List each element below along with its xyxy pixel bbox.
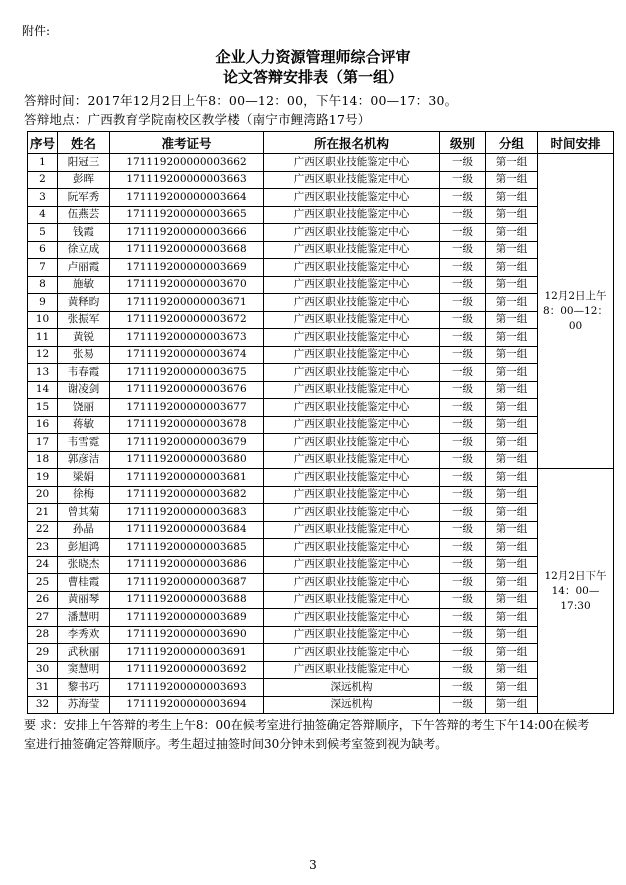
cell-name: 彭晖 [58,171,110,189]
cell-ticket: 171119200000003689 [110,609,264,627]
cell-institution: 广西区职业技能鉴定中心 [264,644,440,662]
cell-group: 第一组 [486,416,538,434]
document-title: 企业人力资源管理师综合评审 [215,48,411,66]
cell-name: 窦慧明 [58,661,110,679]
cell-level: 一级 [440,574,486,592]
schedule-time: 14：00—17:30 [551,584,600,612]
cell-group: 第一组 [486,399,538,417]
cell-group: 第一组 [486,556,538,574]
cell-name: 韦春霞 [58,364,110,382]
cell-group: 第一组 [486,661,538,679]
table-row [28,696,614,714]
cell-index: 8 [28,276,58,294]
cell-index: 7 [28,259,58,277]
cell-institution: 广西区职业技能鉴定中心 [264,556,440,574]
cell-level: 一级 [440,346,486,364]
cell-ticket: 171119200000003664 [110,189,264,207]
cell-level: 一级 [440,644,486,662]
cell-group: 第一组 [486,679,538,697]
table-row [28,311,614,329]
cell-ticket: 171119200000003688 [110,591,264,609]
cell-name: 饶丽 [58,399,110,417]
cell-institution: 广西区职业技能鉴定中心 [264,539,440,557]
cell-ticket: 171119200000003687 [110,574,264,592]
cell-ticket: 171119200000003685 [110,539,264,557]
cell-institution: 广西区职业技能鉴定中心 [264,241,440,259]
table-row [28,189,614,207]
table-row [28,679,614,697]
cell-institution: 广西区职业技能鉴定中心 [264,189,440,207]
note-line-1: 要 求：安排上午答辩的考生上午8：00在候考室进行抽签确定答辩顺序，下午答辩的考生下午14:00在候考 [24,718,590,732]
cell-institution: 广西区职业技能鉴定中心 [264,434,440,452]
cell-index: 30 [28,661,58,679]
cell-name: 孙晶 [58,521,110,539]
cell-ticket: 171119200000003677 [110,399,264,417]
cell-name: 黎书巧 [58,679,110,697]
cell-level: 一级 [440,259,486,277]
cell-level: 一级 [440,381,486,399]
cell-ticket: 171119200000003675 [110,364,264,382]
cell-institution: 广西区职业技能鉴定中心 [264,329,440,347]
cell-ticket: 171119200000003669 [110,259,264,277]
cell-group: 第一组 [486,259,538,277]
cell-group: 第一组 [486,696,538,714]
cell-name: 李秀欢 [58,626,110,644]
header-name: 姓名 [58,132,110,154]
cell-name: 潘慧明 [58,609,110,627]
cell-institution: 广西区职业技能鉴定中心 [264,154,440,172]
cell-group: 第一组 [486,189,538,207]
cell-index: 20 [28,486,58,504]
table-header-row [28,132,614,154]
cell-institution: 深远机构 [264,679,440,697]
cell-institution: 广西区职业技能鉴定中心 [264,294,440,312]
cell-level: 一级 [440,171,486,189]
cell-index: 19 [28,469,58,487]
cell-level: 一级 [440,696,486,714]
cell-institution: 广西区职业技能鉴定中心 [264,399,440,417]
cell-ticket: 171119200000003694 [110,696,264,714]
cell-institution: 广西区职业技能鉴定中心 [264,626,440,644]
cell-institution: 广西区职业技能鉴定中心 [264,661,440,679]
cell-ticket: 171119200000003680 [110,451,264,469]
cell-institution: 广西区职业技能鉴定中心 [264,609,440,627]
cell-level: 一级 [440,241,486,259]
cell-index: 21 [28,504,58,522]
table-row [28,644,614,662]
cell-name: 谢凌剑 [58,381,110,399]
cell-institution: 深远机构 [264,696,440,714]
cell-institution: 广西区职业技能鉴定中心 [264,469,440,487]
cell-name: 张易 [58,346,110,364]
table-row [28,294,614,312]
cell-institution: 广西区职业技能鉴定中心 [264,451,440,469]
cell-name: 黄释昀 [58,294,110,312]
cell-index: 11 [28,329,58,347]
table-row [28,591,614,609]
cell-name: 张晓杰 [58,556,110,574]
cell-institution: 广西区职业技能鉴定中心 [264,486,440,504]
cell-index: 1 [28,154,58,172]
cell-name: 施敏 [58,276,110,294]
table-row [28,434,614,452]
cell-institution: 广西区职业技能鉴定中心 [264,224,440,242]
cell-ticket: 171119200000003665 [110,206,264,224]
table-row [28,241,614,259]
cell-institution: 广西区职业技能鉴定中心 [264,171,440,189]
cell-index: 26 [28,591,58,609]
cell-level: 一级 [440,311,486,329]
header-schedule: 时间安排 [538,132,614,154]
table-row [28,171,614,189]
cell-group: 第一组 [486,451,538,469]
cell-group: 第一组 [486,504,538,522]
cell-level: 一级 [440,661,486,679]
cell-ticket: 171119200000003674 [110,346,264,364]
cell-institution: 广西区职业技能鉴定中心 [264,574,440,592]
cell-group: 第一组 [486,591,538,609]
cell-ticket: 171119200000003683 [110,504,264,522]
cell-ticket: 171119200000003676 [110,381,264,399]
cell-ticket: 171119200000003662 [110,154,264,172]
cell-index: 10 [28,311,58,329]
cell-institution: 广西区职业技能鉴定中心 [264,276,440,294]
cell-institution: 广西区职业技能鉴定中心 [264,364,440,382]
cell-level: 一级 [440,469,486,487]
cell-name: 苏海莹 [58,696,110,714]
cell-institution: 广西区职业技能鉴定中心 [264,346,440,364]
cell-group: 第一组 [486,241,538,259]
cell-ticket: 171119200000003668 [110,241,264,259]
cell-level: 一级 [440,206,486,224]
table-row [28,486,614,504]
cell-name: 徐立成 [58,241,110,259]
cell-index: 3 [28,189,58,207]
cell-ticket: 171119200000003679 [110,434,264,452]
cell-index: 12 [28,346,58,364]
table-row [28,451,614,469]
cell-institution: 广西区职业技能鉴定中心 [264,416,440,434]
table-row [28,206,614,224]
header-ticket: 准考证号 [110,132,264,154]
cell-group: 第一组 [486,224,538,242]
cell-group: 第一组 [486,644,538,662]
table-row [28,259,614,277]
cell-group: 第一组 [486,206,538,224]
cell-index: 14 [28,381,58,399]
cell-ticket: 171119200000003670 [110,276,264,294]
cell-group: 第一组 [486,521,538,539]
header-institution: 所在报名机构 [264,132,440,154]
cell-level: 一级 [440,416,486,434]
cell-level: 一级 [440,399,486,417]
cell-level: 一级 [440,294,486,312]
schedule-table [27,131,614,714]
cell-ticket: 171119200000003672 [110,311,264,329]
cell-institution: 广西区职业技能鉴定中心 [264,311,440,329]
cell-ticket: 171119200000003663 [110,171,264,189]
cell-index: 31 [28,679,58,697]
cell-name: 黄锐 [58,329,110,347]
cell-name: 阮军秀 [58,189,110,207]
cell-institution: 广西区职业技能鉴定中心 [264,504,440,522]
note-line-2: 室进行抽签确定答辩顺序。考生超过抽签时间30分钟未到候考室签到视为缺考。 [24,737,448,751]
table-row [28,556,614,574]
cell-level: 一级 [440,679,486,697]
cell-group: 第一组 [486,539,538,557]
cell-level: 一级 [440,276,486,294]
cell-level: 一级 [440,154,486,172]
cell-level: 一级 [440,434,486,452]
table-row [28,399,614,417]
cell-name: 黄丽琴 [58,591,110,609]
cell-name: 阳冠三 [58,154,110,172]
cell-ticket: 171119200000003684 [110,521,264,539]
cell-level: 一级 [440,486,486,504]
schedule-date: 12月2日下午 [544,569,607,582]
defense-place: 答辩地点：广西教育学院南校区教学楼（南宁市鲤湾路17号） [24,112,371,127]
cell-level: 一级 [440,224,486,242]
table-row [28,609,614,627]
table-row [28,381,614,399]
cell-group: 第一组 [486,609,538,627]
cell-index: 15 [28,399,58,417]
attachment-label: 附件: [22,24,51,38]
cell-ticket: 171119200000003682 [110,486,264,504]
table-row [28,346,614,364]
cell-group: 第一组 [486,346,538,364]
cell-ticket: 171119200000003691 [110,644,264,662]
cell-name: 韦雪霓 [58,434,110,452]
cell-ticket: 171119200000003678 [110,416,264,434]
cell-ticket: 171119200000003686 [110,556,264,574]
cell-index: 27 [28,609,58,627]
cell-name: 梁娟 [58,469,110,487]
cell-institution: 广西区职业技能鉴定中心 [264,206,440,224]
cell-ticket: 171119200000003690 [110,626,264,644]
cell-group: 第一组 [486,171,538,189]
cell-level: 一级 [440,521,486,539]
cell-group: 第一组 [486,469,538,487]
cell-level: 一级 [440,591,486,609]
table-row [28,574,614,592]
cell-index: 25 [28,574,58,592]
cell-institution: 广西区职业技能鉴定中心 [264,259,440,277]
cell-group: 第一组 [486,626,538,644]
cell-institution: 广西区职业技能鉴定中心 [264,521,440,539]
cell-index: 5 [28,224,58,242]
cell-ticket: 171119200000003673 [110,329,264,347]
cell-index: 32 [28,696,58,714]
cell-ticket: 171119200000003666 [110,224,264,242]
cell-index: 29 [28,644,58,662]
table-row [28,276,614,294]
cell-index: 17 [28,434,58,452]
table-row [28,416,614,434]
cell-ticket: 171119200000003671 [110,294,264,312]
cell-index: 4 [28,206,58,224]
cell-name: 伍燕芸 [58,206,110,224]
cell-group: 第一组 [486,486,538,504]
cell-level: 一级 [440,504,486,522]
cell-group: 第一组 [486,364,538,382]
defense-time: 答辩时间：2017年12月2日上午8：00—12：00，下午14：00—17：30。 [24,93,458,108]
cell-name: 蒋敏 [58,416,110,434]
schedule-cell [538,154,614,469]
cell-level: 一级 [440,609,486,627]
table-row [28,154,614,172]
table-row [28,661,614,679]
cell-name: 彭旭鸿 [58,539,110,557]
cell-level: 一级 [440,556,486,574]
cell-group: 第一组 [486,154,538,172]
cell-name: 郭彦洁 [58,451,110,469]
table-row [28,329,614,347]
header-group: 分组 [486,132,538,154]
requirements-note [24,716,614,754]
table-row [28,364,614,382]
cell-ticket: 171119200000003681 [110,469,264,487]
cell-institution: 广西区职业技能鉴定中心 [264,381,440,399]
cell-group: 第一组 [486,574,538,592]
table-row [28,521,614,539]
cell-level: 一级 [440,451,486,469]
cell-group: 第一组 [486,276,538,294]
cell-index: 16 [28,416,58,434]
cell-index: 23 [28,539,58,557]
table-row [28,469,614,487]
cell-name: 武秋丽 [58,644,110,662]
header-index: 序号 [28,132,58,154]
cell-index: 18 [28,451,58,469]
cell-index: 6 [28,241,58,259]
cell-group: 第一组 [486,434,538,452]
cell-group: 第一组 [486,381,538,399]
cell-ticket: 171119200000003693 [110,679,264,697]
schedule-time: 8：00—12：00 [543,304,608,332]
cell-index: 13 [28,364,58,382]
cell-level: 一级 [440,329,486,347]
cell-name: 曹桂霞 [58,574,110,592]
cell-level: 一级 [440,364,486,382]
cell-group: 第一组 [486,294,538,312]
cell-level: 一级 [440,539,486,557]
cell-institution: 广西区职业技能鉴定中心 [264,591,440,609]
table-row [28,539,614,557]
cell-index: 9 [28,294,58,312]
cell-index: 24 [28,556,58,574]
table-row [28,224,614,242]
cell-level: 一级 [440,626,486,644]
header-level: 级别 [440,132,486,154]
cell-group: 第一组 [486,329,538,347]
schedule-cell [538,469,614,714]
table-row [28,504,614,522]
document-subtitle: 论文答辩安排表（第一组） [222,68,403,86]
schedule-date: 12月2日上午 [544,289,607,302]
cell-index: 22 [28,521,58,539]
cell-index: 28 [28,626,58,644]
page-number: 3 [309,858,317,872]
cell-name: 卢丽霞 [58,259,110,277]
cell-name: 曾其菊 [58,504,110,522]
table-row [28,626,614,644]
cell-index: 2 [28,171,58,189]
cell-ticket: 171119200000003692 [110,661,264,679]
cell-name: 张振军 [58,311,110,329]
cell-name: 徐梅 [58,486,110,504]
cell-level: 一级 [440,189,486,207]
cell-group: 第一组 [486,311,538,329]
cell-name: 钱霞 [58,224,110,242]
